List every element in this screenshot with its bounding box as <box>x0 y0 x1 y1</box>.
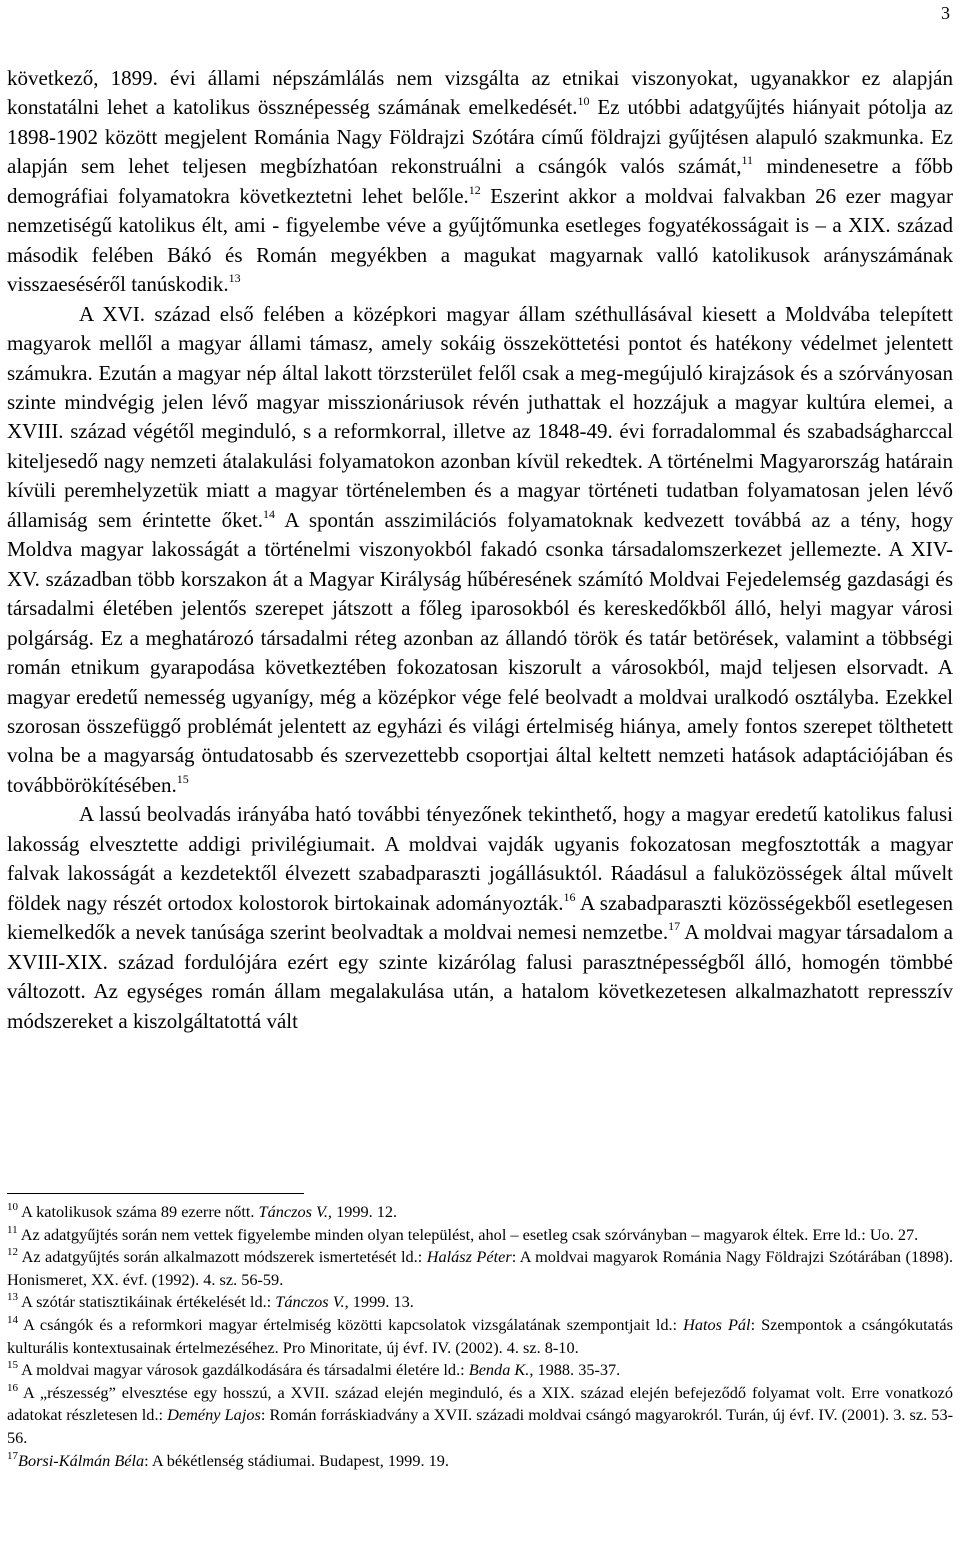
page-number: 3 <box>941 3 950 23</box>
paragraph <box>7 800 953 1036</box>
text-run: A moldvai magyar társadalom a XVIII-XIX. század fordulójára ezért egy szinte kizárólag falusi parasztnépességből álló, homogén tömbbé változott. Az egységes román állam megalakulása után, a hatalom következetesen alkalmazhatott represszív módszereket a kiszolgáltatottá vált <box>7 920 953 1033</box>
footnote-ref[interactable]: 14 <box>263 506 275 521</box>
footnote-number: 12 <box>7 1246 18 1259</box>
text-run: , 1988. 35-37. <box>529 1360 621 1380</box>
footnote-separator <box>7 1193 304 1194</box>
author-name: Tánczos V. <box>258 1202 328 1221</box>
text-run: A csángók és a reformkori magyar értelmiség közötti kapcsolatok vizsgálatának szempontjait ld.: <box>18 1314 684 1334</box>
footnote-number: 14 <box>7 1313 18 1326</box>
footnote-number: 13 <box>7 1291 18 1304</box>
footnote <box>7 1382 953 1450</box>
author-name: Tánczos V. <box>275 1292 345 1312</box>
footnote <box>7 1246 953 1291</box>
footnote <box>7 1224 953 1247</box>
text-run: , 1999. 13. <box>344 1292 414 1312</box>
author-name: Benda K. <box>468 1360 530 1380</box>
text-run: A moldvai magyar városok gazdálkodására és társadalmi életére ld.: <box>18 1360 469 1380</box>
footnote-ref[interactable]: 13 <box>228 271 241 286</box>
text-run: Az adatgyűjtés során nem vettek figyelembe minden olyan települést, ahol – esetleg csak szórványban – magyarok éltek. Erre ld.: Uo. 27. <box>17 1224 919 1244</box>
text-run: : A moldvai magyarok Románia Nagy Földrajzi Szótárában (1898). Honismeret, XX. évf. (1992). 4. sz. 56-59. <box>7 1247 954 1289</box>
footnote <box>7 1450 953 1473</box>
footnote <box>7 1201 953 1224</box>
footnote-number: 16 <box>7 1381 18 1394</box>
paragraph <box>7 64 953 300</box>
footnote-ref[interactable]: 15 <box>176 771 189 786</box>
text-run: A katolikusok száma 89 ezerre nőtt. <box>18 1202 259 1221</box>
footnote-ref[interactable]: 12 <box>468 182 481 197</box>
footnote <box>7 1359 953 1382</box>
text-run: : Szempontok a csángókutatás kulturális kontextusainak értelmezéséhez. Pro Minoritate, új évf. IV. (2002). 4. sz. 8-10. <box>7 1314 953 1357</box>
text-run: : A békétlenség stádiumai. Budapest, 1999. 19. <box>144 1450 449 1470</box>
author-name: Halász Péter <box>426 1247 512 1267</box>
footnote <box>7 1291 953 1314</box>
text-run: Eszerint akkor a moldvai falvakban 26 ezer magyar nemzetiségű katolikus élt, ami - figyelembe véve a gyűjtőmunka esetleges fogyatékosságait is – a XIX. század második felében Bákó és Román megyékben a magukat magyarnak valló katolikusok arányszámának visszaeséséről tanúskodik. <box>7 183 953 297</box>
footnote-ref[interactable]: 10 <box>577 94 590 109</box>
footnote-number: 17 <box>7 1449 18 1462</box>
text-run: A szabadparaszti közösségekből esetlegesen kiemelkedők a nevek tanúsága szerint beolvadtak a moldvai nemesi nemzetbe. <box>7 890 953 945</box>
main-text <box>7 64 953 1036</box>
footnote-number: 15 <box>7 1359 18 1372</box>
text-run: mindenesetre a főbb demográfiai folyamatokra következtetni lehet belőle. <box>7 154 953 208</box>
author-name: Demény Lajos <box>167 1405 261 1425</box>
text-run: : Román forráskiadvány a XVII. századi moldvai csángó magyarokról. Turán, új évf. IV. (2001). 3. sz. 53-56. <box>7 1405 954 1447</box>
text-run: A „részesség” elvesztése egy hosszú, a XVII. század elején meginduló, és a XIX. század elején befejeződő folyamat volt. Erre vonatkozó adatokat részletesen ld.: <box>7 1382 953 1425</box>
text-run: Ez utóbbi adatgyűjtés hiányait pótolja az 1898-1902 között megjelent Románia Nagy Földrajzi Szótára című földrajzi gyűjtésen alapuló szakmunka. Ez alapján sem lehet teljesen megbízhatóan rekonstruálni a csángók valós számát, <box>7 95 953 179</box>
text-run: következő, 1899. évi állami népszámlálás nem vizsgálta az etnikai viszonyokat, ugyanakkor ez alapján konstatálni lehet a katolikus össznépesség számának emelkedését. <box>7 66 953 120</box>
footnote-ref[interactable]: 11 <box>741 153 754 168</box>
author-name: Hatos Pál <box>683 1314 751 1334</box>
footnote-ref[interactable]: 16 <box>563 889 576 904</box>
text-run: , 1999. 12. <box>327 1202 398 1221</box>
text-run: A XVI. század első felében a középkori magyar állam széthullásával kiesett a Moldvába telepített magyarok mellől a magyar állami támasz, amely sokáig összeköttetési pontot és hatékony védelmet jelentett számukra. Ezután a magyar nép által lakott törzsterület felől csak a meg-megújuló kirajzások és a szórványosan szinte mindvégig jelen lévő magyar misszionáriusok révén juthattak el hozzájuk a magyar kultúra elemei, a XVIII. század végétől meginduló, s a reformkorral, illetve az 1848-49. évi forradalommal és szabadságharccal kiteljesedő nagy nemzeti átalakulási folyamatokon azonban kívül rekedtek. A történelmi Magyarország határain kívüli peremhelyzetük miatt a magyar történelemben és a magyar történeti tudatban folyamatosan jelen lévő államiság sem érintette őket. <box>7 301 953 532</box>
text-run: A szótár statisztikáinak értékelését ld.: <box>18 1292 276 1312</box>
footnote-number: 10 <box>7 1201 18 1213</box>
text-run: A lassú beolvadás irányába ható további tényezőnek tekinthető, hogy a magyar eredetű katolikus falusi lakosság elvesztette addigi privilégiumait. A moldvai vajdák ugyanis fokozatosan megfosztották a magyar falvak lakosságát a kezdetektől élvezett szabadparaszti jogállásuktól. Ráadásul a faluközösségek által művelt földek nagy részét ortodox kolostorok birtokainak adományozták. <box>7 802 953 915</box>
paragraph <box>7 300 953 801</box>
footnotes <box>7 1201 953 1472</box>
footnote-ref[interactable]: 17 <box>668 919 681 934</box>
text-run: Az adatgyűjtés során alkalmazott módszerek ismertetését ld.: <box>18 1247 427 1267</box>
text-run: A spontán asszimilációs folyamatoknak kedvezett továbbá az a tény, hogy Moldva magyar lakosságát a történelmi viszonyokból fakadó csonka társadalomszerkezet jellemezte. A XIV-XV. században több korszakon át a Magyar Királyság hűbéresének számító Moldvai Fejedelemség gazdasági és társadalmi életében jelentős szerepet játszott a főleg iparosokból és kereskedőkből álló, helyi magyar városi polgárság. Ez a meghatározó társadalmi réteg azonban az állandó török és tatár betörések, valamint a többségi román etnikum gyarapodása következtében fokozatosan kiszorult a városokból, majd teljesen elsorvadt. A magyar eredetű nemesség ugyanígy, még a középkor vége felé beolvadt a moldvai uralkodó osztályba. Ezekkel szorosan összefüggő problémát jelentett az egyházi és világi értelmiség hiánya, amely fontos szerepet tölthetett volna be a magyarság öntudatosabb és szervezettebb csoportjai által keltett nemzeti hatások adaptációjában és továbbörökítésében. <box>7 507 954 797</box>
author-name: Borsi-Kálmán Béla <box>18 1450 145 1470</box>
footnote <box>7 1314 953 1359</box>
footnote-number: 11 <box>7 1223 18 1236</box>
